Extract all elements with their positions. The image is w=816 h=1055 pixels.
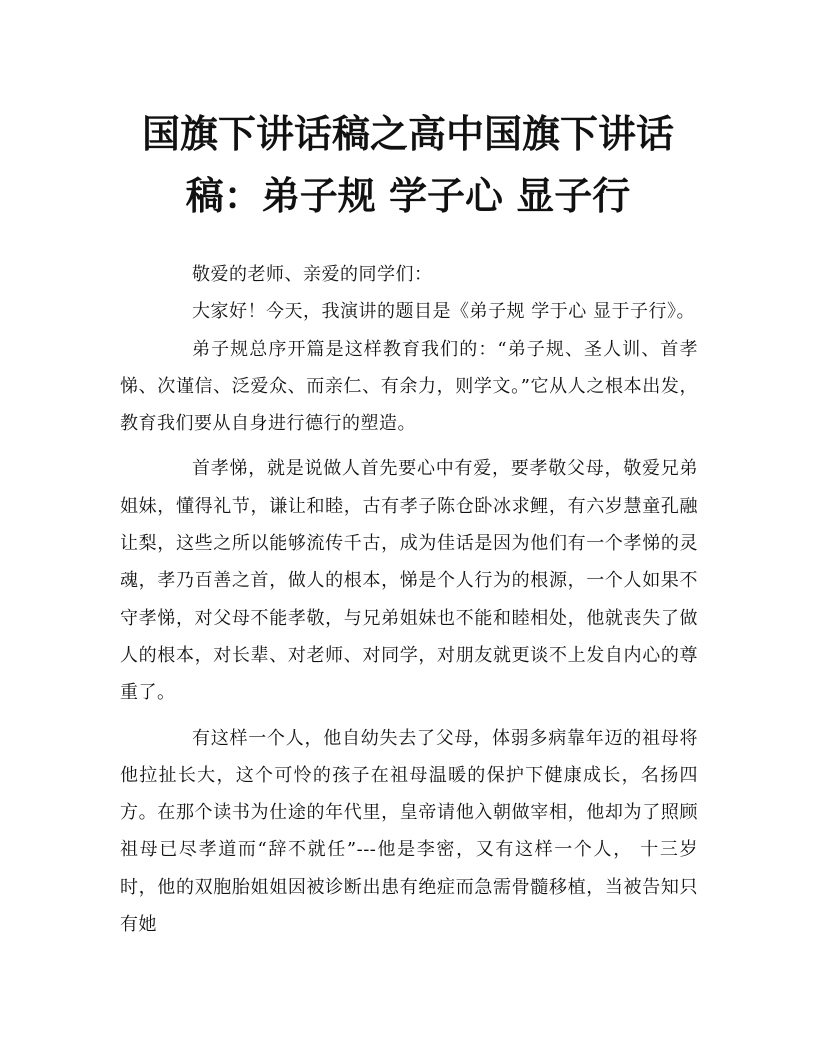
document-body <box>120 256 698 943</box>
greeting-paragraph: 大家好！今天，我演讲的题目是《弟子规 学于心 显于子行》。 <box>192 301 695 323</box>
story-paragraph: 有这样一个人，他自幼失去了父母，体弱多病靠年迈的祖母将他拉扯长大，这个可怜的孩子在祖母温暖的保护下健康成长，名扬四方。在那个读书为仕途的年代里，皇帝请他入朝做宰相，他却为了照顾祖母已尽孝道而“辞不就任”---他是李密，又有这样一个人， 十三岁时，他的双胞胎姐姐因被诊断出患有绝症而急需骨髓移植，当被告知只有她 <box>120 727 698 936</box>
document-title: 国旗下讲话稿之高中国旗下讲话稿：弟子规 学子心 显子行 <box>141 111 674 218</box>
filial-piety-paragraph: 首孝悌，就是说做人首先要心中有爱，要孝敬父母，敬爱兄弟姐妹，懂得礼节，谦让和睦，古有孝子陈仓卧冰求鲤，有六岁慧童孔融让梨，这些之所以能够流传千古，成为佳话是因为他们有一个孝悌的灵魂，孝乃百善之首，做人的根本，悌是个人行为的根源，一个人如果不守孝悌，对父母不能孝敬，与兄弟姐妹也不能和睦相处，他就丧失了做人的根本，对长辈、对老师、对同学，对朋友就更谈不上发自内心的尊重了。 <box>120 458 698 704</box>
intro-paragraph: 弟子规总序开篇是这样教育我们的：“弟子规、圣人训、首孝悌、次谨信、泛爱众、而亲仁、有余力，则学文。”它从人之根本出发，教育我们要从自身进行德行的塑造。 <box>120 338 698 435</box>
salutation-paragraph: 敬爱的老师、亲爱的同学们： <box>192 264 433 285</box>
